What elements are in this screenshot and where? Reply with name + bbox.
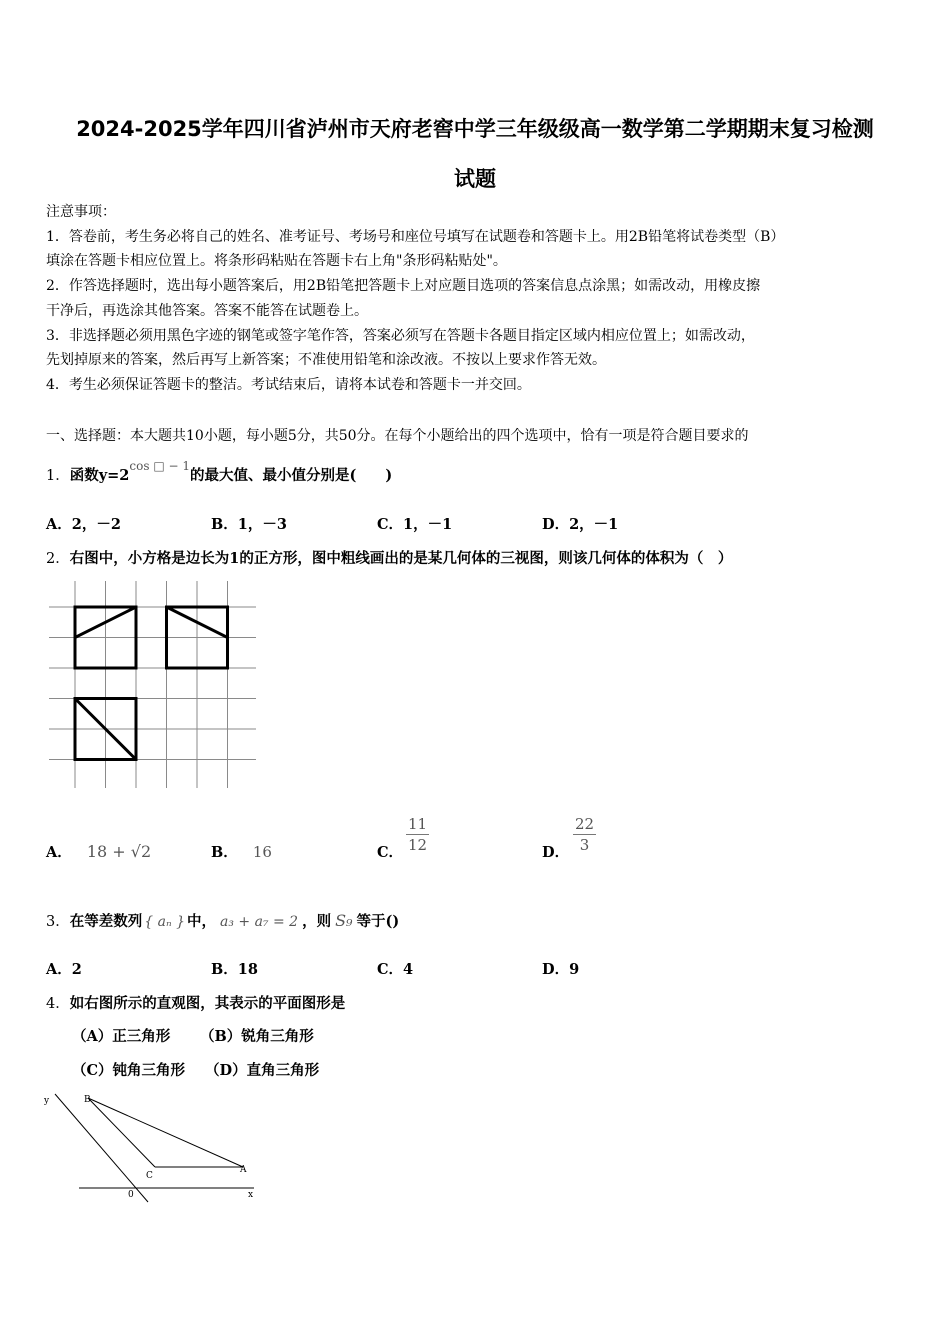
equation-formula: a₃ + a₇ = 2 [219, 914, 299, 930]
question-2-text: 右图中，小方格是边长为1的正方形，图中粗线画出的是某几何体的三视图，则该几何体的体积为（ ） [69, 550, 733, 567]
label-c: C [146, 1171, 153, 1181]
question-1-post: 的最大值、最小值分别是( ) [189, 466, 393, 484]
q3-option-c: C．4 [377, 961, 414, 978]
question-number: 2． [46, 551, 70, 567]
q2-option-b [211, 841, 272, 862]
label-y: y [44, 1096, 50, 1106]
q2-option-a [46, 841, 151, 862]
q1-option-b: B．1，－3 [211, 516, 287, 533]
label-a: A [240, 1165, 247, 1175]
q3-option-d: D．9 [542, 961, 580, 978]
question-2 [46, 547, 732, 568]
page-title-continued: 试题 [454, 167, 496, 191]
notes-heading: 注意事项： [46, 204, 116, 220]
question-3-pre: 在等差数列 [69, 913, 143, 930]
note-item-1-cont: 填涂在答题卡相应位置上。将条形码粘贴在答题卡右上角"条形码粘贴处"。 [46, 253, 507, 269]
q4-option-a: （A）正三角形 [72, 1028, 171, 1045]
q1-option-d: D．2，－1 [542, 516, 619, 533]
question-3-mid: 中， [186, 913, 216, 930]
q3-option-b: B．18 [211, 961, 258, 978]
option-b-value: 16 [252, 843, 272, 861]
question-1-pre: 函数y=2 [69, 466, 130, 484]
note-item-2-cont: 干净后，再选涂其他答案。答案不能答在试题卷上。 [46, 303, 368, 319]
question-3-then: ，则 [302, 913, 332, 930]
question-3-post: 等于() [356, 913, 400, 930]
segment-bc [88, 1098, 155, 1167]
label-origin: 0 [128, 1190, 134, 1200]
q1-option-a: A．2，－2 [46, 516, 121, 533]
question-number: 1． [46, 467, 70, 484]
question-3 [46, 910, 399, 931]
exponent-formula: cos □ − 1 [129, 459, 190, 473]
sequence-formula: { aₙ } [144, 914, 185, 930]
question-1 [46, 459, 393, 485]
numerator: 11 [408, 815, 428, 833]
q3-option-a: A．2 [46, 961, 82, 978]
grid-lines [49, 581, 256, 788]
note-item-4: 4．考生必须保证答题卡的整洁。考试结束后，请将本试卷和答题卡一并交回。 [46, 377, 531, 393]
q2-option-c-label: C． [377, 844, 404, 861]
denominator: 3 [579, 836, 590, 854]
note-item-3-cont: 先划掉原来的答案，然后再写上新答案；不准使用铅笔和涂改液。不按以上要求作答无效。 [46, 352, 606, 368]
oblique-view-diagram [40, 1088, 270, 1206]
option-label: B． [211, 844, 238, 861]
sum-formula: S₉ [335, 911, 353, 930]
q2-option-d-label: D． [542, 844, 570, 861]
denominator: 12 [408, 836, 428, 854]
question-4 [46, 992, 345, 1013]
option-a-value: 18 + √2 [86, 842, 152, 861]
q4-option-b: （B）锐角三角形 [200, 1028, 314, 1045]
label-b: B [84, 1095, 91, 1105]
note-item-3: 3．非选择题必须用黑色字迹的钢笔或签字笔作答，答案必须写在答题卡各题目指定区域内相应位置上；如需改动， [46, 328, 755, 344]
q2-option-c-fraction [406, 815, 429, 854]
option-label: A． [46, 844, 72, 861]
three-view-diagram [46, 578, 260, 792]
question-number: 4． [46, 996, 70, 1012]
q2-option-d-fraction [573, 815, 596, 854]
note-item-2: 2．作答选择题时，选出每小题答案后，用2B铅笔把答题卡上对应题目选项的答案信息点涂黑；如需改动，用橡皮擦 [46, 278, 761, 294]
page-title: 2024-2025学年四川省泸州市天府老窖中学三年级级高一数学第二学期期末复习检测 [76, 117, 874, 141]
y-axis [55, 1094, 148, 1202]
section-heading: 一、选择题：本大题共10小题，每小题5分，共50分。在每个小题给出的四个选项中，恰有一项是符合题目要求的 [46, 428, 749, 444]
q1-option-c: C．1，－1 [377, 516, 453, 533]
segment-ba [88, 1098, 243, 1167]
q4-option-c: （C）钝角三角形 [72, 1062, 186, 1079]
label-x: x [248, 1190, 254, 1200]
question-4-text: 如右图所示的直观图，其表示的平面图形是 [69, 995, 346, 1012]
q4-option-d: （D）直角三角形 [205, 1062, 320, 1079]
numerator: 22 [575, 815, 595, 833]
note-item-1: 1．答卷前，考生务必将自己的姓名、准考证号、考场号和座位号填写在试题卷和答题卡上。用2B铅笔将试卷类型（B） [46, 229, 785, 245]
question-number: 3． [46, 914, 70, 930]
